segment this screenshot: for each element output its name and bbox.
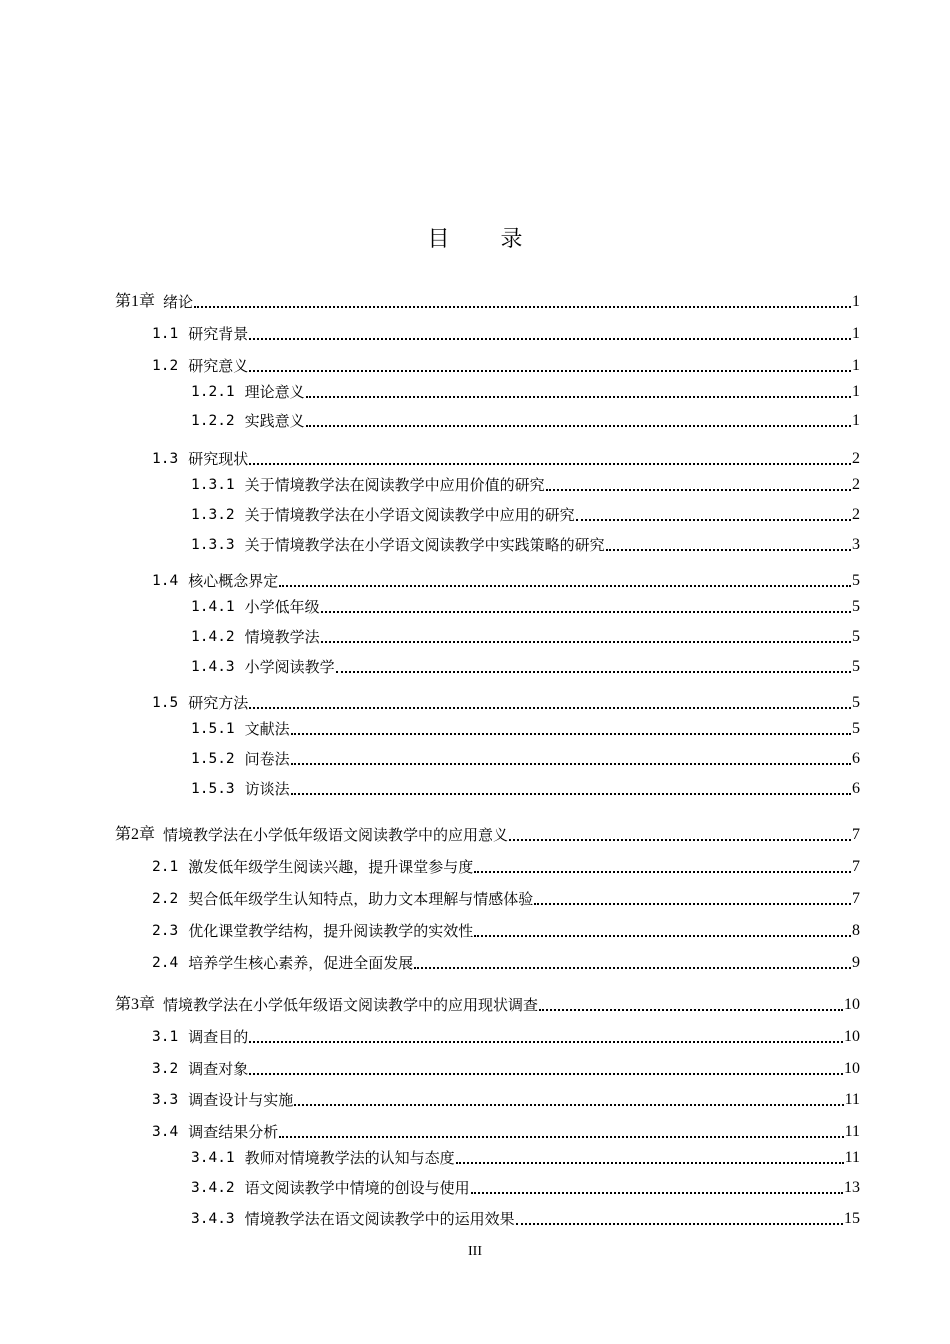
toc-entry-number: 第1章 <box>115 293 156 310</box>
toc-entry-title: 问卷法 <box>244 750 290 768</box>
toc-section-entry[interactable] <box>152 570 860 592</box>
toc-entry-page: 13 <box>844 1179 860 1196</box>
toc-entry-title: 核心概念界定 <box>188 572 279 590</box>
toc-entry-title: 研究现状 <box>188 450 249 468</box>
toc-entry-number: 2.1 <box>152 859 179 875</box>
toc-entry-title: 小学阅读教学 <box>244 658 335 676</box>
toc-subsection-entry[interactable] <box>191 626 860 648</box>
toc-entry-title: 契合低年级学生认知特点，助力文本理解与情感体验 <box>188 890 534 908</box>
toc-entry-page: 2 <box>852 476 860 493</box>
toc-entry-page: 6 <box>852 780 860 797</box>
toc-entry-number: 1.4.1 <box>191 599 235 615</box>
toc-entry-page: 1 <box>852 293 860 310</box>
toc-entry-page: 6 <box>852 750 860 767</box>
toc-chapter-entry[interactable] <box>115 291 860 313</box>
toc-entry-number: 3.4.3 <box>191 1211 235 1227</box>
toc-entry-title: 调查对象 <box>188 1060 249 1078</box>
toc-entry-page: 1 <box>852 412 860 429</box>
toc-entry-number: 3.4.1 <box>191 1150 235 1166</box>
toc-entry-page: 9 <box>852 954 860 971</box>
title-char-1: 目 <box>427 227 450 252</box>
toc-entry-title: 小学低年级 <box>244 598 320 616</box>
dot-leader <box>321 641 851 643</box>
toc-entry-page: 10 <box>844 996 860 1013</box>
toc-entry-page: 1 <box>852 357 860 374</box>
dot-leader <box>194 306 851 308</box>
toc-entry-number: 1.2 <box>152 358 179 374</box>
toc-entry-number: 1.3 <box>152 451 179 467</box>
toc-entry-title: 关于情境教学法在小学语文阅读教学中应用的研究 <box>244 506 575 524</box>
dot-leader <box>279 1136 843 1138</box>
toc-entry-number: 3.2 <box>152 1061 179 1077</box>
toc-entry-page: 2 <box>852 506 860 523</box>
toc-entry-number: 3.3 <box>152 1092 179 1108</box>
toc-entry-number: 3.1 <box>152 1029 179 1045</box>
dot-leader <box>471 1192 843 1194</box>
toc-entry-title: 关于情境教学法在阅读教学中应用价值的研究 <box>244 476 545 494</box>
toc-subsection-entry[interactable] <box>191 474 860 496</box>
toc-entry-title: 教师对情境教学法的认知与态度 <box>244 1149 455 1167</box>
toc-entry-number: 第3章 <box>115 996 156 1013</box>
dot-leader <box>456 1162 844 1164</box>
toc-subsection-entry[interactable] <box>191 778 860 800</box>
page-number-footer: III <box>468 1244 482 1259</box>
toc-subsection-entry[interactable] <box>191 534 860 556</box>
toc-section-entry[interactable] <box>152 1121 860 1143</box>
toc-entry-number: 1.4 <box>152 573 179 589</box>
toc-entry-title: 调查目的 <box>188 1028 249 1046</box>
toc-entry-number: 1.5.2 <box>191 751 235 767</box>
dot-leader <box>249 463 851 465</box>
dot-leader <box>249 338 851 340</box>
dot-leader <box>291 793 851 795</box>
toc-entry-page: 1 <box>852 383 860 400</box>
dot-leader <box>516 1223 843 1225</box>
toc-entry-page: 11 <box>844 1149 860 1166</box>
toc-entry-title: 关于情境教学法在小学语文阅读教学中实践策略的研究 <box>244 536 605 554</box>
toc-entry-number: 1.5 <box>152 695 179 711</box>
toc-entry-title: 情境教学法在小学低年级语文阅读教学中的应用意义 <box>163 826 509 844</box>
toc-entry-page: 5 <box>852 658 860 675</box>
toc-entry-number: 3.4 <box>152 1124 179 1140</box>
toc-chapter-entry[interactable] <box>115 824 860 846</box>
toc-entry-page: 5 <box>852 572 860 589</box>
toc-entry-number: 2.2 <box>152 891 179 907</box>
toc-entry-number: 1.3.3 <box>191 537 235 553</box>
toc-entry-title: 文献法 <box>244 720 290 738</box>
toc-entry-title: 绪论 <box>163 293 194 311</box>
dot-leader <box>291 763 851 765</box>
toc-entry-title: 情境教学法在小学低年级语文阅读教学中的应用现状调查 <box>163 996 539 1014</box>
dot-leader <box>539 1009 843 1011</box>
toc-subsection-entry[interactable] <box>191 1177 860 1199</box>
toc-entry-page: 11 <box>844 1123 860 1140</box>
toc-entry-title: 语文阅读教学中情境的创设与使用 <box>244 1179 470 1197</box>
dot-leader <box>606 549 851 551</box>
dot-leader <box>306 396 851 398</box>
toc-entry-title: 实践意义 <box>244 412 305 430</box>
toc-entry-number: 2.3 <box>152 923 179 939</box>
toc-entry-page: 2 <box>852 450 860 467</box>
toc-entry-number: 2.4 <box>152 955 179 971</box>
toc-entry-number: 第2章 <box>115 826 156 843</box>
dot-leader <box>306 425 851 427</box>
toc-entry-number: 1.2.1 <box>191 384 235 400</box>
dot-leader <box>336 671 851 673</box>
toc-entry-title: 研究方法 <box>188 694 249 712</box>
toc-entry-title: 培养学生核心素养，促进全面发展 <box>188 954 414 972</box>
toc-entry-title: 情境教学法 <box>244 628 320 646</box>
toc-entry-title: 激发低年级学生阅读兴趣，提升课堂参与度 <box>188 858 474 876</box>
dot-leader <box>291 733 851 735</box>
toc-entry-title: 情境教学法在语文阅读教学中的运用效果 <box>244 1210 515 1228</box>
dot-leader <box>321 611 851 613</box>
toc-subsection-entry[interactable] <box>191 718 860 740</box>
toc-entry-page: 5 <box>852 694 860 711</box>
toc-entry-number: 1.4.3 <box>191 659 235 675</box>
toc-section-entry[interactable] <box>152 323 860 345</box>
toc-entry-number: 1.4.2 <box>191 629 235 645</box>
toc-entry-number: 1.2.2 <box>191 413 235 429</box>
dot-leader <box>249 370 851 372</box>
title-char-2: 录 <box>500 227 523 252</box>
toc-entry-title: 研究意义 <box>188 357 249 375</box>
toc-entry-page: 10 <box>844 1060 860 1077</box>
toc-entry-number: 1.1 <box>152 326 179 342</box>
toc-section-entry[interactable] <box>152 355 860 377</box>
toc-entry-number: 1.3.1 <box>191 477 235 493</box>
dot-leader <box>294 1104 843 1106</box>
toc-section-entry[interactable] <box>152 448 860 470</box>
dot-leader <box>534 903 851 905</box>
toc-section-entry[interactable] <box>152 1089 860 1111</box>
toc-entry-number: 1.3.2 <box>191 507 235 523</box>
dot-leader <box>279 585 851 587</box>
toc-entry-title: 调查设计与实施 <box>188 1091 294 1109</box>
toc-subsection-entry[interactable] <box>191 410 860 432</box>
toc-subsection-entry[interactable] <box>191 381 860 403</box>
toc-entry-page: 11 <box>844 1091 860 1108</box>
toc-entry-page: 1 <box>852 325 860 342</box>
toc-entry-page: 15 <box>844 1210 860 1227</box>
toc-subsection-entry[interactable] <box>191 1208 860 1230</box>
toc-section-entry[interactable] <box>152 1026 860 1048</box>
toc-entry-page: 7 <box>852 826 860 843</box>
dot-leader <box>474 935 851 937</box>
toc-section-entry[interactable] <box>152 1058 860 1080</box>
toc-entry-number: 3.4.2 <box>191 1180 235 1196</box>
toc-entry-page: 5 <box>852 628 860 645</box>
toc-entry-page: 8 <box>852 922 860 939</box>
dot-leader <box>249 1041 843 1043</box>
toc-entry-title: 优化课堂教学结构，提升阅读教学的实效性 <box>188 922 474 940</box>
dot-leader <box>249 707 851 709</box>
toc-subsection-entry[interactable] <box>191 596 860 618</box>
toc-section-entry[interactable] <box>152 952 860 974</box>
toc-entry-page: 5 <box>852 598 860 615</box>
toc-entry-title: 理论意义 <box>244 383 305 401</box>
dot-leader <box>414 967 851 969</box>
toc-entry-page: 7 <box>852 890 860 907</box>
dot-leader <box>546 489 851 491</box>
toc-chapter-entry[interactable] <box>115 994 860 1016</box>
toc-entry-page: 5 <box>852 720 860 737</box>
toc-entry-number: 1.5.3 <box>191 781 235 797</box>
toc-section-entry[interactable] <box>152 920 860 942</box>
toc-section-entry[interactable] <box>152 856 860 878</box>
toc-subsection-entry[interactable] <box>191 748 860 770</box>
dot-leader <box>509 839 851 841</box>
toc-entry-title: 调查结果分析 <box>188 1123 279 1141</box>
toc-section-entry[interactable] <box>152 888 860 910</box>
dot-leader <box>576 519 851 521</box>
dot-leader <box>249 1073 843 1075</box>
toc-entry-title: 研究背景 <box>188 325 249 343</box>
toc-entry-page: 3 <box>852 536 860 553</box>
toc-subsection-entry[interactable] <box>191 656 860 678</box>
dot-leader <box>474 871 851 873</box>
toc-entry-page: 7 <box>852 858 860 875</box>
toc-entry-number: 1.5.1 <box>191 721 235 737</box>
toc-entry-page: 10 <box>844 1028 860 1045</box>
toc-subsection-entry[interactable] <box>191 1147 860 1169</box>
toc-entry-title: 访谈法 <box>244 780 290 798</box>
toc-section-entry[interactable] <box>152 692 860 714</box>
toc-subsection-entry[interactable] <box>191 504 860 526</box>
